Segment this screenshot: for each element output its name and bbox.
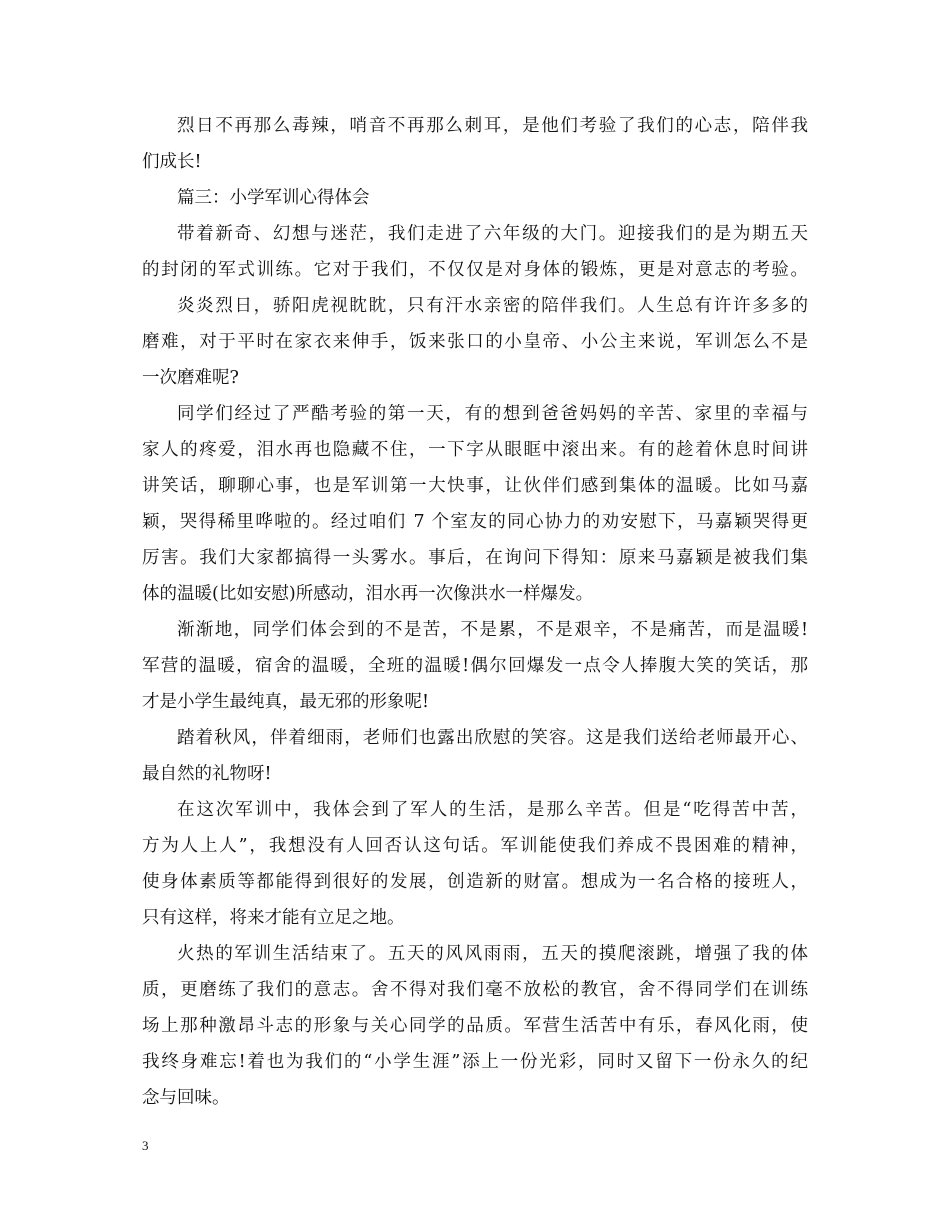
section-heading: 篇三：小学军训心得体会 [177,188,370,208]
text-line: 家人的疼爱，泪水再也隐藏不住，一下字从眼眶中滚出来。有的趁着休息时间讲 [142,440,808,460]
text-line: 磨难，对于平时在家衣来伸手，饭来张口的小皇帝、小公主来说，军训怎么不是 [142,332,808,352]
text-line: 带着新奇、幻想与迷茫，我们走进了六年级的大门。迎接我们的是为期五天 [177,224,808,244]
text-line: 颖，哭得稀里哗啦的。经过咱们 7 个室友的同心协力的劝安慰下，马嘉颖哭得更 [142,512,808,532]
page-number: 3 [142,1138,149,1153]
text-line: 一次磨难呢? [142,368,239,388]
text-line: 渐渐地，同学们体会到的不是苦，不是累，不是艰辛，不是痛苦，而是温暖! [177,620,808,640]
text-line: 厉害。我们大家都搞得一头雾水。事后，在询问下得知：原来马嘉颖是被我们集 [142,548,808,568]
text-line: 最自然的礼物呀! [142,764,272,784]
text-line: 的封闭的军式训练。它对于我们，不仅仅是对身体的锻炼，更是对意志的考验。 [142,260,808,280]
text-line: 我终身难忘!着也为我们的“小学生涯”添上一份光彩，同时又留下一份永久的纪 [142,1052,808,1072]
text-line: 炎炎烈日，骄阳虎视眈眈，只有汗水亲密的陪伴我们。人生总有许许多多的 [177,296,808,316]
text-line: 使身体素质等都能得到很好的发展，创造新的财富。想成为一名合格的接班人， [142,872,808,892]
text-line: 讲笑话，聊聊心事，也是军训第一大快事，让伙伴们感到集体的温暖。比如马嘉 [142,476,808,496]
text-line: 质，更磨练了我们的意志。舍不得对我们毫不放松的教官，舍不得同学们在训练 [142,980,808,1000]
text-line: 们成长! [142,152,202,172]
text-line: 才是小学生最纯真，最无邪的形象呢! [142,692,430,712]
text-line: 场上那种激昂斗志的形象与关心同学的品质。军营生活苦中有乐，春风化雨，使 [142,1016,808,1036]
document-body [142,108,808,1116]
text-line: 在这次军训中，我体会到了军人的生活，是那么辛苦。但是“吃得苦中苦， [177,800,808,820]
text-line: 方为人上人”，我想没有人回否认这句话。军训能使我们养成不畏困难的精神， [142,836,808,856]
text-line: 同学们经过了严酷考验的第一天，有的想到爸爸妈妈的辛苦、家里的幸福与 [177,404,808,424]
text-line: 火热的军训生活结束了。五天的风风雨雨，五天的摸爬滚跳，增强了我的体 [177,944,808,964]
text-line: 烈日不再那么毒辣，哨音不再那么刺耳，是他们考验了我们的心志，陪伴我 [177,116,808,136]
text-line: 军营的温暖，宿舍的温暖，全班的温暖!偶尔回爆发一点令人捧腹大笑的笑话，那 [142,656,808,676]
text-line: 念与回味。 [142,1088,230,1108]
text-line: 体的温暖(比如安慰)所感动，泪水再一次像洪水一样爆发。 [142,584,594,604]
text-line: 只有这样，将来才能有立足之地。 [142,908,405,928]
text-line: 踏着秋风，伴着细雨，老师们也露出欣慰的笑容。这是我们送给老师最开心、 [177,728,808,748]
